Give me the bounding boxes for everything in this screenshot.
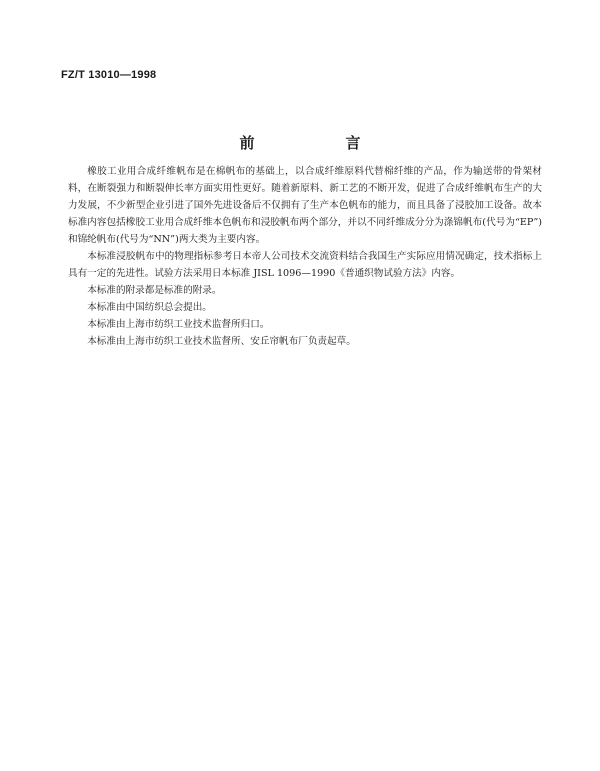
paragraph: 本标准由上海市纺织工业技术监督所、安丘帘帆布厂负责起草。 xyxy=(87,336,356,347)
paragraph: 本标准由中国纺织总会提出。 xyxy=(87,302,212,313)
foreword-title: 前 言 xyxy=(239,134,399,152)
paragraph: 橡胶工业用合成纤维帆布是在棉帆布的基础上，以合成纤维原料代替棉纤维的产品，作为输送带的骨架材料，在断裂强力和断裂伸长率方面实用性更好。随着新原料、新工艺的不断开发，促进了合成纤维帆布生产的大力发展，不少新型企业引进了国外先进设备后不仅拥有了生产本色帆布的能力，而且具备了浸胶加工设备。故本标准内容包括橡胶工业用合成纤维本色帆布和浸胶帆布两个部分，并以不同纤维成分分为涤锦帆布(代号为“EP”)和锦纶帆布(代号为“NN”)两大类为主要内容。 xyxy=(68,166,542,245)
foreword-body xyxy=(68,163,542,350)
document-code: FZ/T 13010—1998 xyxy=(61,69,157,81)
paragraph: 本标准由上海市纺织工业技术监督所归口。 xyxy=(87,319,270,330)
paragraph: 本标准的附录都是标准的附录。 xyxy=(87,285,222,296)
paragraph: 本标准浸胶帆布中的物理指标参考日本帝人公司技术交流资料结合我国生产实际应用情况确定，技术指标上具有一定的先进性。试验方法采用日本标准 JISL 1096—1990《普通织物试验方法》内容。 xyxy=(68,251,542,279)
